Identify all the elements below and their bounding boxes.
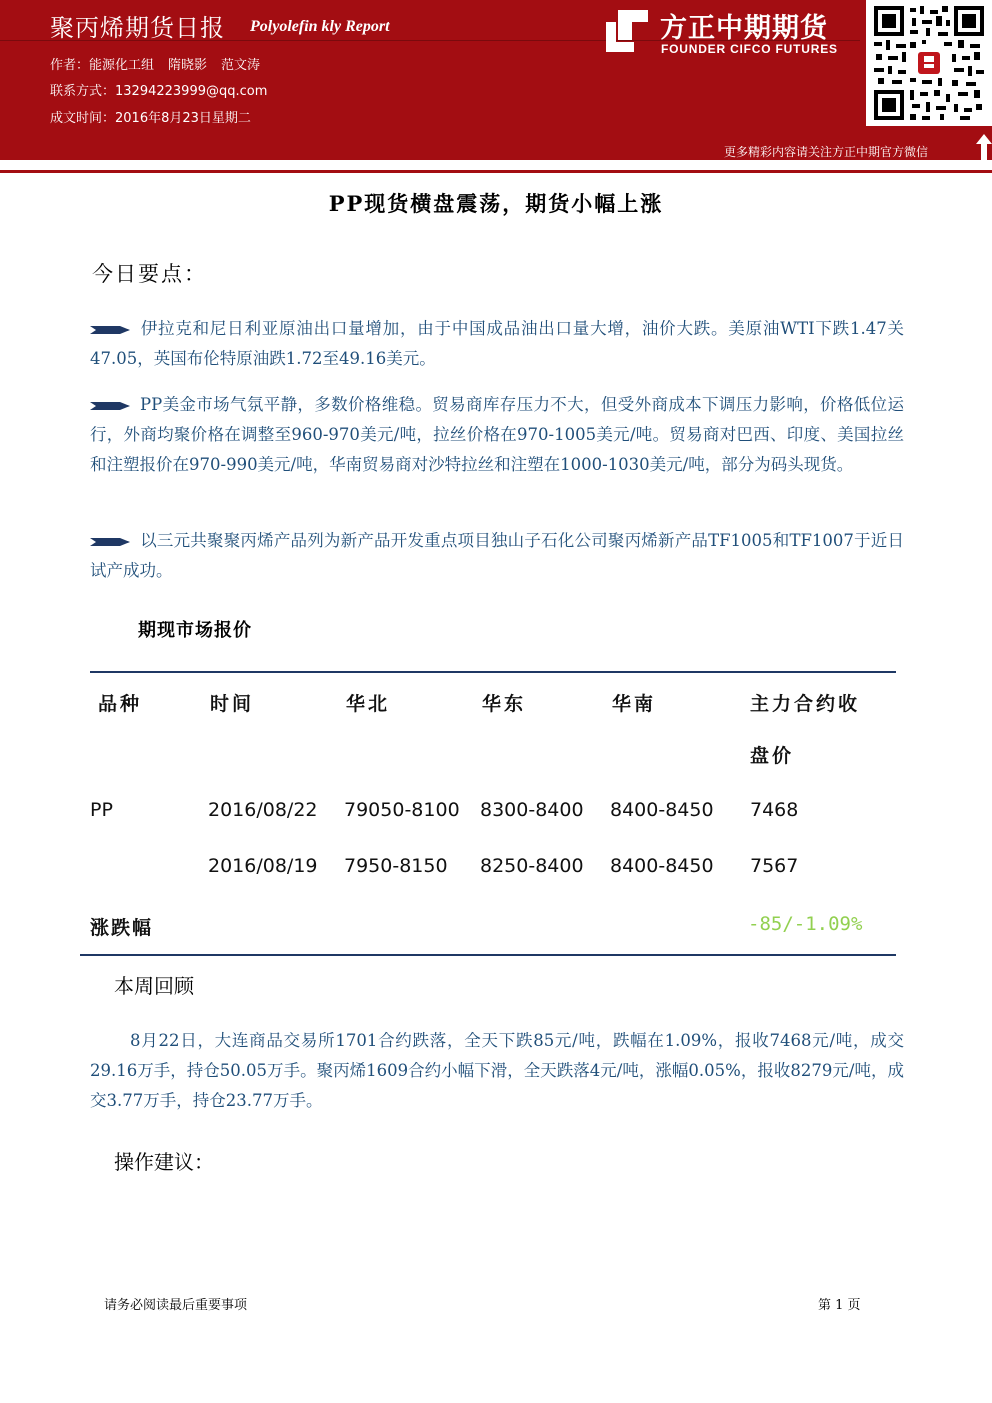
point-item — [90, 526, 904, 586]
weekly-review-heading: 本周回顾 — [114, 974, 194, 998]
table-header-close: 主力合约收 — [750, 693, 861, 715]
today-points-heading: 今日要点： — [92, 262, 207, 286]
point-item — [90, 314, 904, 374]
founder-logo-icon — [604, 8, 650, 54]
report-subtitle: Polyolefin kly Report — [250, 18, 390, 35]
up-arrow-icon — [976, 134, 992, 160]
report-title: 聚丙烯期货日报 — [50, 14, 225, 42]
author-name: 范文涛 — [221, 58, 261, 73]
change-label: 涨跌幅 — [90, 917, 154, 939]
table-header-north: 华北 — [346, 693, 391, 715]
table-cell: 7567 — [750, 855, 799, 877]
point-item — [90, 390, 904, 480]
point-text: 伊拉克和尼日利亚原油出口量增加，由于中国成品油出口量大增，油价大跌。美原油WTI下跌1.47关47.05，英国布伦特原油跌1.72至49.16美元。 — [90, 319, 904, 368]
point-text: 以三元共聚聚丙烯产品列为新产品开发重点项目独山子石化公司聚丙烯新产品TF1005和TF1007于近日试产成功。 — [90, 531, 904, 580]
author-name: 隋晓影 — [168, 58, 208, 73]
table-cell: 2016/08/22 — [208, 799, 318, 821]
table-cell: 8400-8450 — [610, 855, 714, 877]
change-value: -85/-1.09% — [748, 913, 863, 935]
follow-wechat-text: 更多精彩内容请关注方正中期官方微信 — [724, 145, 929, 159]
logo-english-name: FOUNDER CIFCO FUTURES — [661, 42, 838, 56]
authors-line — [50, 54, 260, 73]
table-cell: 7950-8150 — [344, 855, 448, 877]
qr-code[interactable] — [866, 0, 992, 126]
founder-logo[interactable] — [604, 8, 854, 56]
header-separator — [0, 170, 992, 173]
contact-line: 联系方式：13294223999@qq.com — [50, 84, 268, 99]
table-cell: 8400-8450 — [610, 799, 714, 821]
arrow-bullet-icon — [90, 537, 130, 547]
table-cell: 79050-8100 — [344, 799, 460, 821]
arrow-bullet-icon — [90, 325, 130, 335]
table-header-south: 华南 — [612, 693, 657, 715]
table-header-close-cont: 盘价 — [750, 745, 795, 767]
page-number: 第 1 页 — [818, 1298, 861, 1313]
document-title: PP现货横盘震荡，期货小幅上涨 — [328, 191, 664, 216]
market-price-table — [84, 671, 896, 956]
table-bottom-rule — [80, 954, 896, 956]
table-cell: 7468 — [750, 799, 799, 821]
logo-chinese-name: 方正中期期货 — [660, 13, 828, 44]
weekly-review-text: 8月22日，大连商品交易所1701合约跌落，全天下跌85元/吨，跌幅在1.09%，报收7468元/吨，成交29.16万手，持仓50.05万手。聚丙烯1609合约小幅下滑，全天跌落4元/吨，涨幅0.05%，报收8279元/吨，成交3.77万手，持仓23.77万手。 — [90, 1031, 904, 1110]
advice-heading: 操作建议： — [114, 1150, 214, 1174]
authors-label: 作者： — [50, 58, 90, 73]
table-top-rule — [90, 671, 896, 673]
table-cell: 8250-8400 — [480, 855, 584, 877]
header-band — [0, 0, 992, 160]
point-text: PP美金市场气氛平静，多数价格维稳。贸易商库存压力不大，但受外商成本下调压力影响，价格低位运行，外商均聚价格在调整至960-970美元/吨，拉丝价格在970-1005美元/吨。贸易商对巴西、印度、美国拉丝和注塑报价在970-990美元/吨，华南贸易商对沙特拉丝和注塑在1000-1030美元/吨，部分为码头现货。 — [90, 395, 904, 474]
footer-disclaimer: 请务必阅读最后重要事项 — [104, 1298, 248, 1313]
table-header-time: 时间 — [210, 693, 255, 715]
table-cell: 2016/08/19 — [208, 855, 318, 877]
arrow-bullet-icon — [90, 401, 130, 411]
table-cell: PP — [90, 799, 113, 821]
author-group: 能源化工组 — [89, 58, 155, 73]
table-header-variety: 品种 — [98, 693, 143, 715]
table-header-east: 华东 — [482, 693, 527, 715]
date-line: 成文时间：2016年8月23日星期二 — [50, 111, 251, 126]
market-table-heading: 期现市场报价 — [138, 620, 252, 641]
qr-code-icon — [874, 6, 984, 120]
table-cell: 8300-8400 — [480, 799, 584, 821]
